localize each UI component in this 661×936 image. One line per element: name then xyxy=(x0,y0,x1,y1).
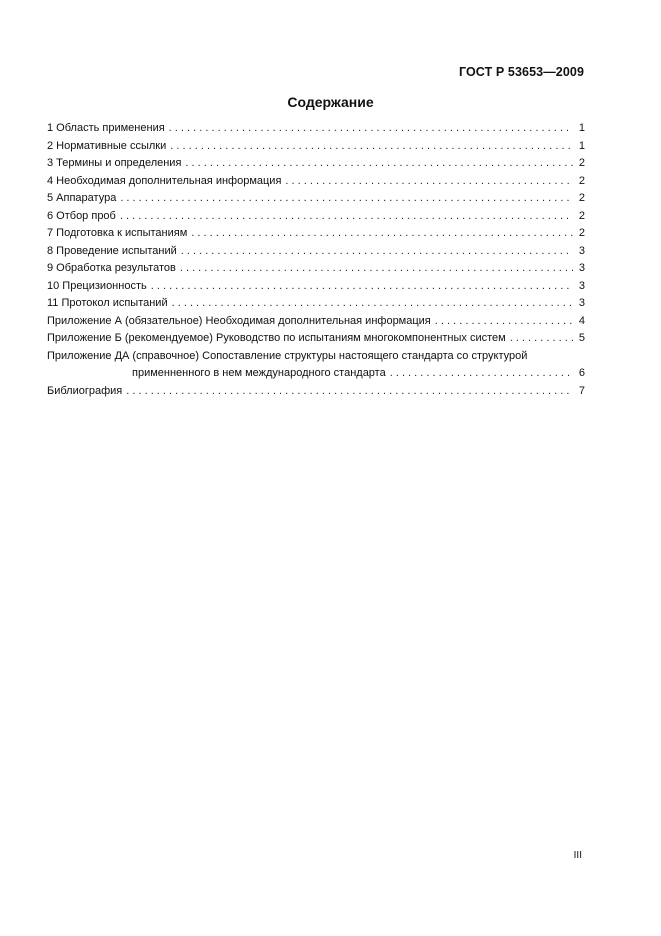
toc-entry-annex-da[interactable] xyxy=(47,348,585,383)
toc-entry-annex-b[interactable] xyxy=(47,330,585,348)
toc-entry-page: 3 xyxy=(578,262,585,274)
toc-leader-dots xyxy=(120,190,573,208)
toc-leader-dots xyxy=(435,313,573,331)
toc-leader-dots xyxy=(510,330,573,348)
toc-entry-label: 1 Область применения xyxy=(47,122,165,134)
toc-entry-sampling[interactable] xyxy=(47,208,585,226)
toc-entry-label: 10 Прецизионность xyxy=(47,279,147,292)
toc-entry-label: 3 Термины и определения xyxy=(47,157,182,169)
toc-entry-label-line1: Приложение ДА (справочное) Сопоставление структуры настоящего стандарта со структурой xyxy=(47,349,528,362)
toc-leader-dots xyxy=(181,243,573,261)
toc-leader-dots xyxy=(191,225,573,243)
toc-title: Содержание xyxy=(287,94,374,110)
toc-leader-dots xyxy=(151,278,573,296)
toc-leader-dots xyxy=(180,260,573,278)
toc-entry-label: 5 Аппаратура xyxy=(47,192,117,204)
toc-entry-results[interactable] xyxy=(47,260,585,278)
toc-entry-annex-a[interactable] xyxy=(47,313,585,331)
toc-entry-label: 6 Отбор проб xyxy=(47,209,116,222)
toc-entry-page: 6 xyxy=(578,367,585,379)
toc-entry-page: 2 xyxy=(578,157,585,169)
toc-entry-label-line2: применненного в нем международного стандарта xyxy=(132,367,386,379)
toc-entry-page: 3 xyxy=(578,279,585,292)
toc-entry-label: 8 Проведение испытаний xyxy=(47,244,177,257)
toc-entry-page: 7 xyxy=(578,384,585,397)
toc-leader-dots xyxy=(285,173,573,191)
toc-entry-label: 2 Нормативные ссылки xyxy=(47,139,167,152)
toc-entry-page: 2 xyxy=(578,174,585,187)
toc-leader-dots xyxy=(390,365,573,383)
toc-entry-precision[interactable] xyxy=(47,278,585,296)
toc-entry-terms[interactable] xyxy=(47,155,585,173)
toc-leader-dots xyxy=(120,208,573,226)
toc-entry-page: 1 xyxy=(578,139,585,152)
toc-entry-page: 2 xyxy=(578,227,585,239)
toc-entry-additional-info[interactable] xyxy=(47,173,585,191)
toc-entry-label: 11 Протокол испытаний xyxy=(47,297,168,309)
toc-entry-page: 2 xyxy=(578,192,585,204)
toc-entry-label: Приложение А (обязательное) Необходимая дополнительная информация xyxy=(47,314,431,327)
toc-leader-dots xyxy=(126,383,573,401)
toc-entry-test-report[interactable] xyxy=(47,295,585,313)
page-number: III xyxy=(573,850,582,861)
toc-leader-dots xyxy=(169,120,573,138)
toc-entry-page: 1 xyxy=(578,122,585,134)
table-of-contents xyxy=(47,120,585,400)
toc-entry-apparatus[interactable] xyxy=(47,190,585,208)
toc-entry-label: 4 Необходимая дополнительная информация xyxy=(47,174,282,187)
toc-entry-procedure[interactable] xyxy=(47,243,585,261)
toc-entry-label: Приложение Б (рекомендуемое) Руководство по испытаниям многокомпонентных систем xyxy=(47,332,506,344)
standard-number: ГОСТ Р 53653—2009 xyxy=(458,65,584,79)
toc-entry-page: 2 xyxy=(578,209,585,222)
toc-leader-dots xyxy=(185,155,573,173)
toc-entry-page: 5 xyxy=(578,332,585,344)
toc-entry-bibliography[interactable] xyxy=(47,383,585,401)
toc-entry-scope[interactable] xyxy=(47,120,585,138)
toc-leader-dots xyxy=(172,295,573,313)
toc-entry-preparation[interactable] xyxy=(47,225,585,243)
toc-leader-dots xyxy=(170,138,573,156)
toc-entry-label: Библиография xyxy=(47,384,123,397)
toc-entry-page: 4 xyxy=(578,314,585,327)
toc-entry-label: 9 Обработка результатов xyxy=(47,262,176,274)
toc-entry-label: 7 Подготовка к испытаниям xyxy=(47,227,188,239)
toc-entry-page: 3 xyxy=(578,297,585,309)
toc-entry-normative-references[interactable] xyxy=(47,138,585,156)
toc-entry-page: 3 xyxy=(578,244,585,257)
